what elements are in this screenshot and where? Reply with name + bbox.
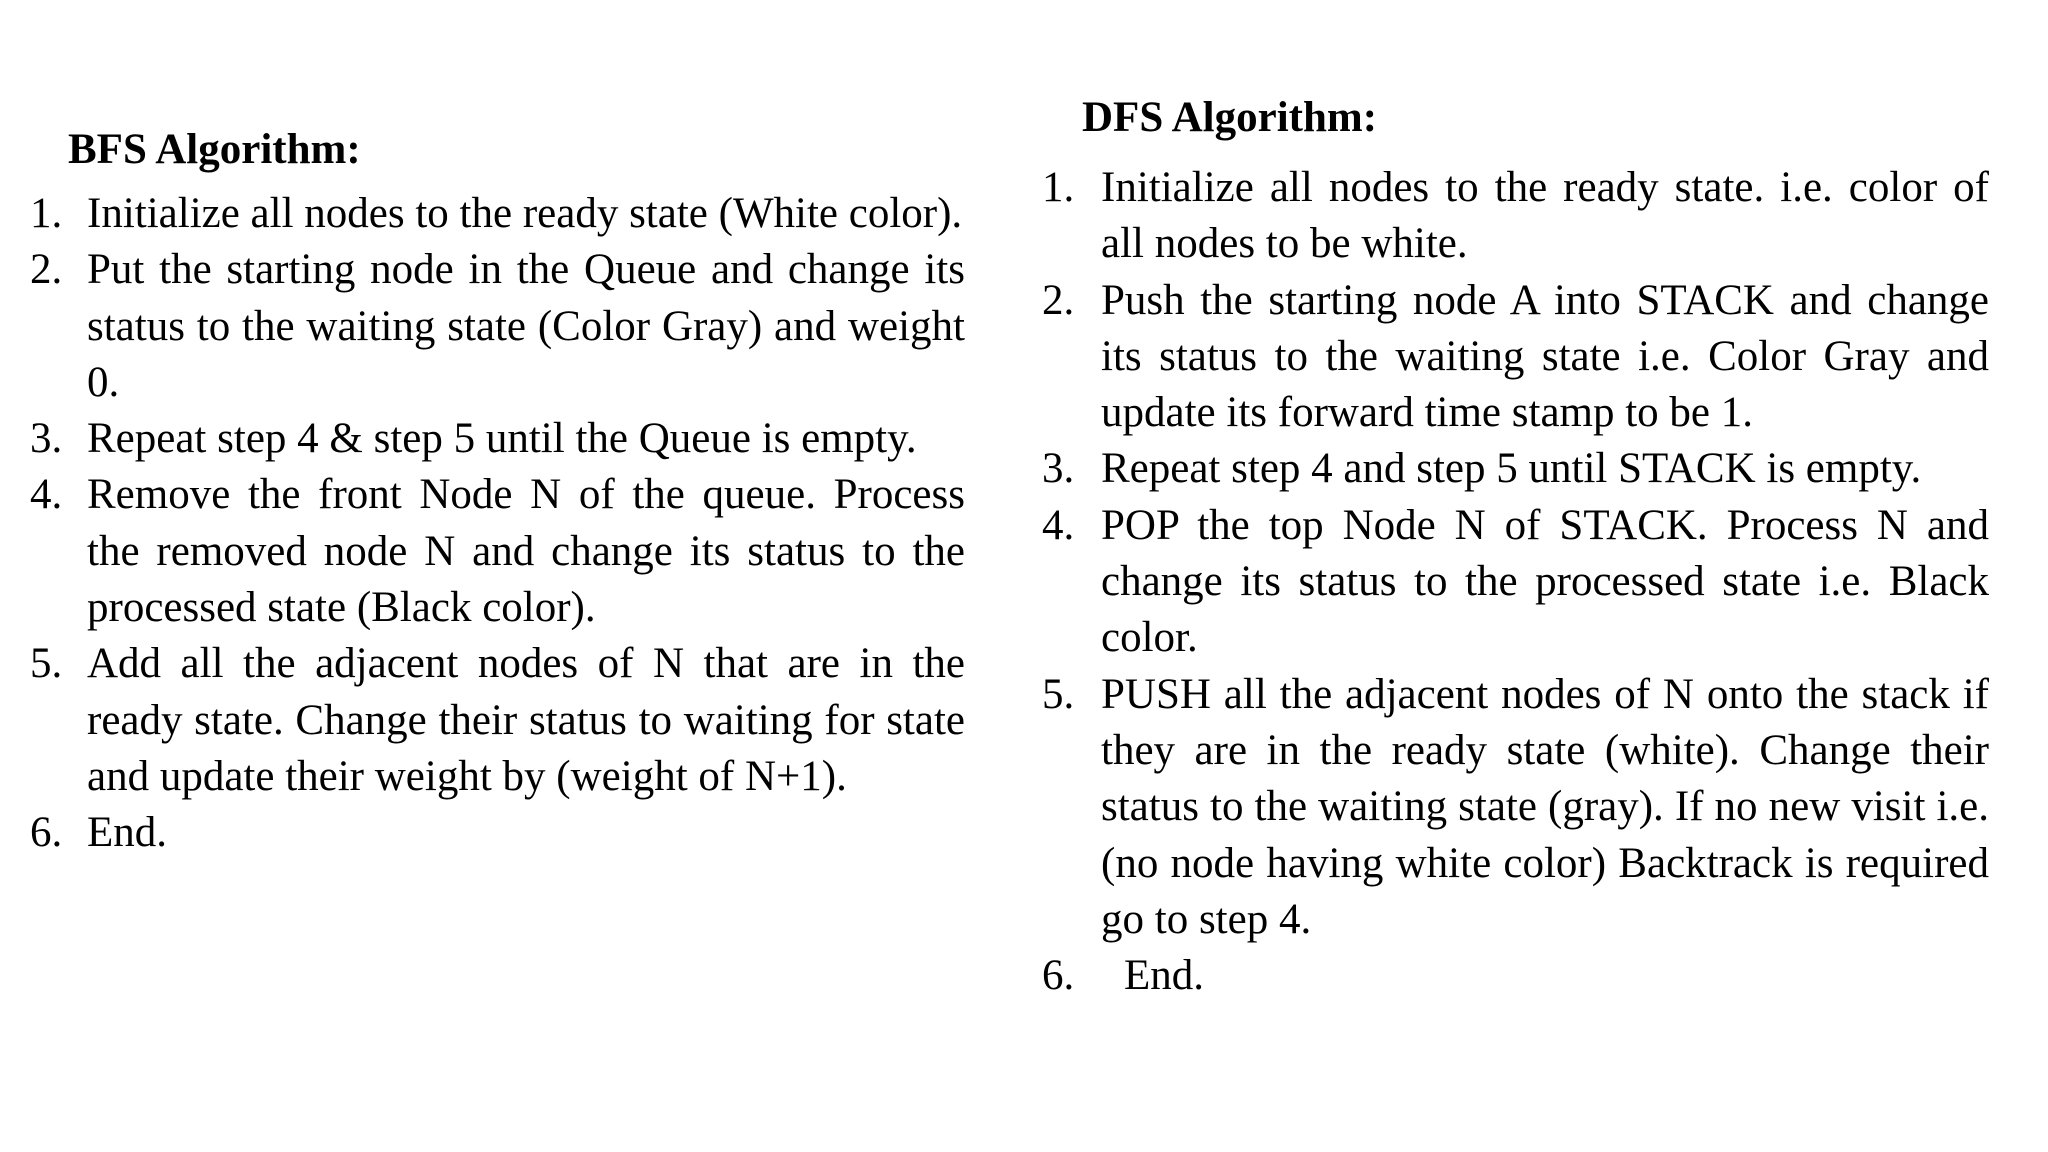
step-text: Put the starting node in the Queue and change its status to the waiting state (Color Gray) and weight 0. (87, 246, 965, 406)
step-number: 1. (30, 190, 63, 237)
step-number: 2. (1042, 276, 1075, 324)
list-item (1042, 667, 1989, 948)
step-text: Push the starting node A into STACK and change its status to the waiting state i.e. Color Gray and update its forward time stamp to be 1. (1101, 276, 1989, 437)
step-text: Repeat step 4 and step 5 until STACK is empty. (1101, 445, 1922, 493)
list-item (1042, 498, 1989, 667)
list-item (1042, 948, 1989, 1004)
bfs-section (30, 122, 965, 862)
bfs-step-list (30, 186, 965, 862)
list-item (1042, 273, 1989, 442)
dfs-title: DFS Algorithm: (1082, 94, 1378, 141)
step-text: POP the top Node N of STACK. Process N and change its status to the processed state i.e. Black color. (1101, 501, 1989, 662)
dfs-step-list (1042, 160, 1989, 1004)
step-number: 1. (1042, 164, 1075, 211)
step-number: 6. (30, 809, 63, 857)
step-number: 4. (30, 471, 63, 519)
list-item (30, 636, 965, 805)
step-number: 3. (1042, 445, 1075, 493)
step-number: 5. (1042, 670, 1075, 718)
step-number: 4. (1042, 501, 1075, 549)
step-text: End. (1124, 952, 1205, 1000)
list-item (30, 186, 965, 242)
list-item (30, 467, 965, 636)
list-item (1042, 441, 1989, 497)
step-text: Initialize all nodes to the ready state (White color). (87, 190, 963, 237)
step-text: Initialize all nodes to the ready state. i.e. color of all nodes to be white. (1101, 164, 1989, 268)
list-item (30, 242, 965, 411)
step-text: Add all the adjacent nodes of N that are in the ready state. Change their status to waiting for state and update their weight by (weight of N+1). (87, 640, 965, 800)
dfs-section (1042, 90, 1989, 1004)
step-number: 5. (30, 640, 63, 688)
step-number: 2. (30, 246, 63, 294)
step-text: End. (87, 809, 168, 857)
step-text: Repeat step 4 & step 5 until the Queue is empty. (87, 415, 917, 463)
step-text: Remove the front Node N of the queue. Process the removed node N and change its status to the processed state (Black color). (87, 471, 965, 632)
list-item (30, 411, 965, 467)
list-item (30, 805, 965, 861)
step-number: 3. (30, 415, 63, 463)
step-number: 6. (1042, 952, 1075, 1000)
list-item (1042, 160, 1989, 273)
step-text: PUSH all the adjacent nodes of N onto the stack if they are in the ready state (white). Change their status to the waiting state (gray). If no new visit i.e. (no node having white color) Backtrack is required go to step 4. (1101, 670, 1989, 943)
bfs-title: BFS Algorithm: (68, 126, 361, 173)
